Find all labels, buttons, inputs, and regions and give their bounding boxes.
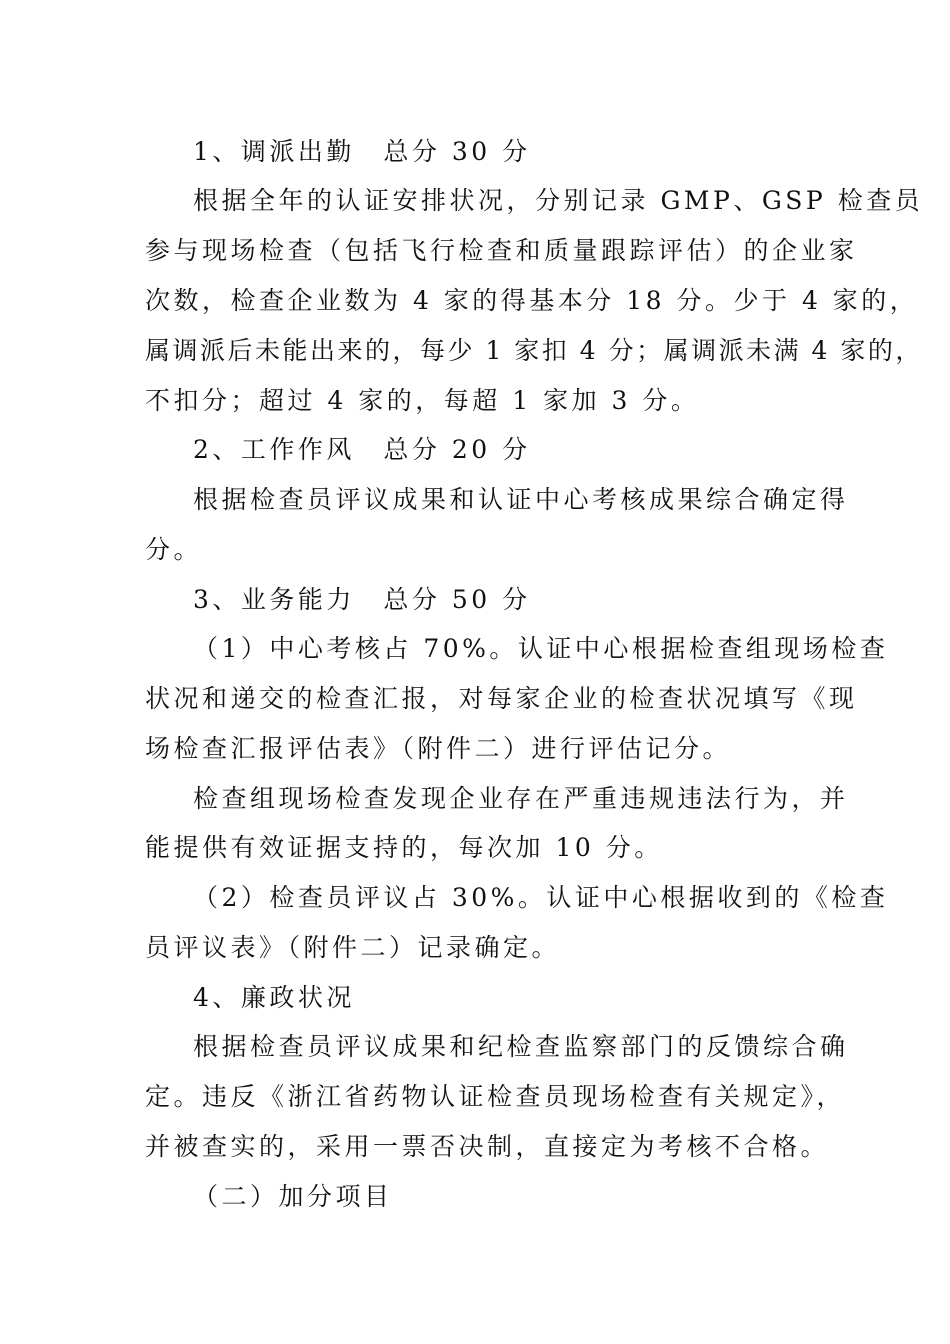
paragraph-line: 次数，检查企业数为 4 家的得基本分 18 分。少于 4 家的， <box>145 286 919 315</box>
paragraph-line: 员评议表》（附件二）记录确定。 <box>145 933 561 962</box>
section-heading-integrity: 4、廉政状况 <box>193 983 355 1012</box>
paragraph-line: 不扣分；超过 4 家的，每超 1 家加 3 分。 <box>145 386 700 415</box>
paragraph-line: 场检查汇报评估表》（附件二）进行评估记分。 <box>145 734 732 763</box>
section-heading-bonus-items: （二）加分项目 <box>193 1182 393 1211</box>
paragraph-line: （1）中心考核占 70%。认证中心根据检查组现场检查 <box>193 634 889 663</box>
paragraph-line: （2）检查员评议占 30%。认证中心根据收到的《检查 <box>193 883 889 912</box>
paragraph-line: 定。违反《浙江省药物认证检查员现场检查有关规定》， <box>145 1082 846 1111</box>
section-heading-work-style: 2、工作作风 总分 20 分 <box>193 435 531 464</box>
paragraph-line: 属调派后未能出来的，每少 1 家扣 4 分；属调派未满 4 家的， <box>145 336 923 365</box>
paragraph-line: 分。 <box>145 535 203 564</box>
section-heading-ability: 3、业务能力 总分 50 分 <box>193 585 531 614</box>
paragraph-line: 状况和递交的检查汇报，对每家企业的检查状况填写《现 <box>145 684 858 713</box>
paragraph-line: 根据全年的认证安排状况，分别记录 GMP、GSP 检查员 <box>193 186 924 215</box>
paragraph-line: 根据检查员评议成果和认证中心考核成果综合确定得 <box>193 485 849 514</box>
paragraph-line: 参与现场检查（包括飞行检查和质量跟踪评估）的企业家 <box>145 236 858 265</box>
paragraph-line: 并被查实的，采用一票否决制，直接定为考核不合格。 <box>145 1132 830 1161</box>
section-heading-dispatch: 1、调派出勤 总分 30 分 <box>193 137 531 166</box>
paragraph-line: 检查组现场检查发现企业存在严重违规违法行为，并 <box>193 784 849 813</box>
paragraph-line: 根据检查员评议成果和纪检查监察部门的反馈综合确 <box>193 1032 849 1061</box>
paragraph-line: 能提供有效证据支持的，每次加 10 分。 <box>145 833 663 862</box>
